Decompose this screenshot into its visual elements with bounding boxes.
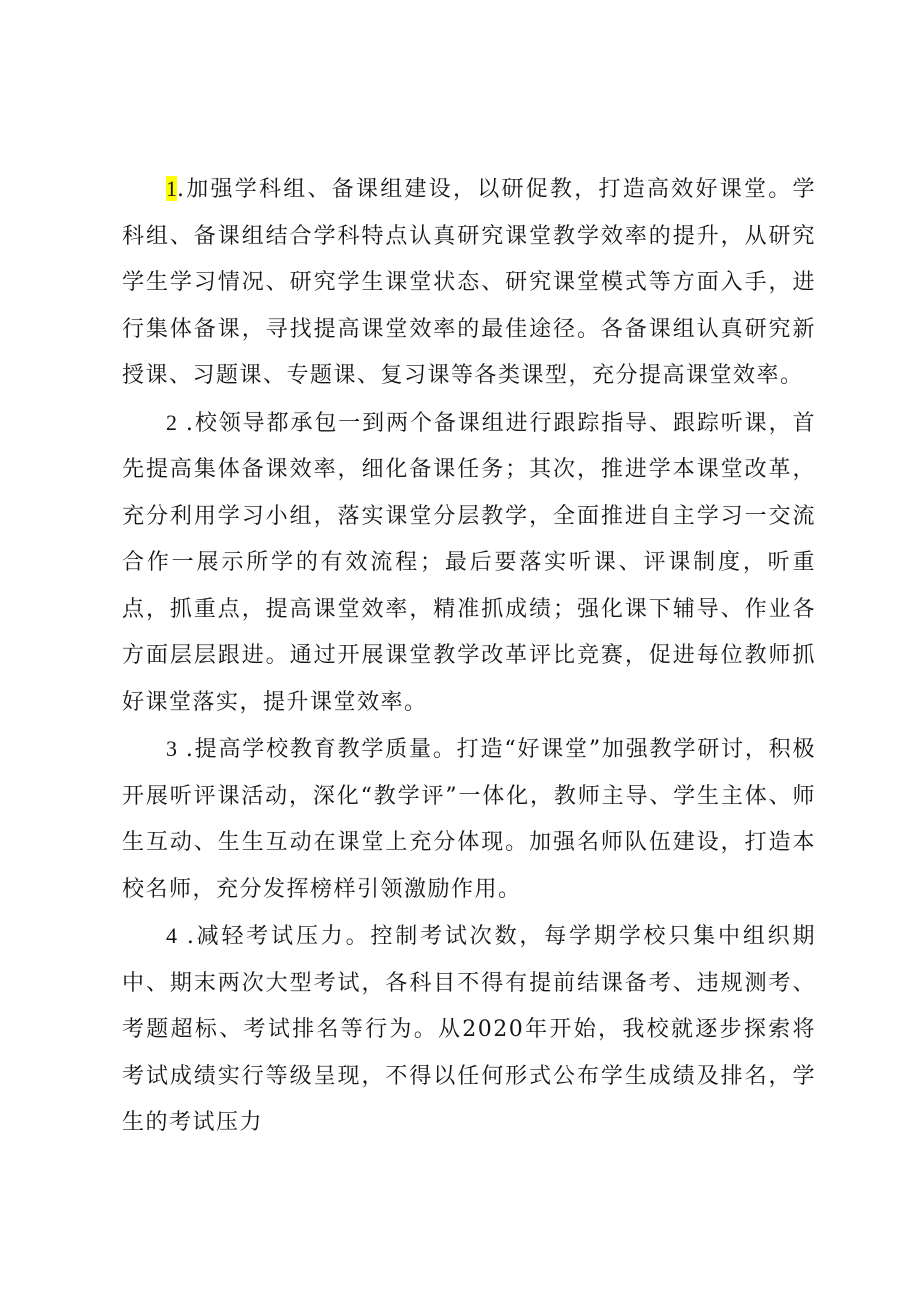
paragraph-3-text: 提高学校教育教学质量。打造“好课堂”加强教学研讨，积极开展听评课活动，深化“教学评”一体化，教师主导、学生主体、师生互动、生生互动在课堂上充分体现。加强名师队伍建设，打造本校名师，充分发挥榜样引领激励作用。: [122, 737, 816, 902]
paragraph-1: [122, 166, 816, 400]
paragraph-3: [122, 726, 816, 913]
paragraph-4-number: 4: [166, 923, 177, 948]
paragraph-2: [122, 400, 816, 727]
paragraph-1-number: 1: [166, 176, 177, 201]
paragraph-1-text: 加强学科组、备课组建设，以研促教，打造高效好课堂。学科组、备课组结合学科特点认真研究课堂教学效率的提升，从研究学生学习情况、研究学生课堂状态、研究课堂模式等方面入手，进行集体备课，寻找提高课堂效率的最佳途径。各备课组认真研究新授课、习题课、专题课、复习课等各类课型，充分提高课堂效率。: [122, 177, 816, 388]
paragraph-4-separator: .: [177, 924, 196, 949]
paragraph-3-number: 3: [166, 736, 177, 761]
paragraph-1-separator: .: [177, 177, 186, 202]
document-body: [122, 166, 816, 1147]
paragraph-2-separator: .: [177, 410, 195, 436]
paragraph-2-text: 校领导都承包一到两个备课组进行跟踪指导、跟踪听课，首先提高集体备课效率，细化备课任务；其次，推进学本课堂改革，充分利用学习小组，落实课堂分层教学，全面推进自主学习一交流合作一展示所学的有效流程；最后要落实听课、评课制度，听重点，抓重点，提高课堂效率，精准抓成绩；强化课下辅导、作业各方面层层跟进。通过开展课堂教学改革评比竞赛，促进每位教师抓好课堂落实，提升课堂效率。: [122, 410, 816, 715]
paragraph-3-separator: .: [177, 737, 195, 762]
paragraph-4: [122, 913, 816, 1147]
paragraph-4-text: 减轻考试压力。控制考试次数，每学期学校只集中组织期中、期末两次大型考试，各科目不得有提前结课备考、违规测考、考题超标、考试排名等行为。从2020年开始，我校就逐步探索将考试成绩实行等级呈现，不得以任何形式公布学生成绩及排名，学生的考试压力: [122, 924, 816, 1135]
paragraph-2-number: 2: [166, 409, 177, 435]
